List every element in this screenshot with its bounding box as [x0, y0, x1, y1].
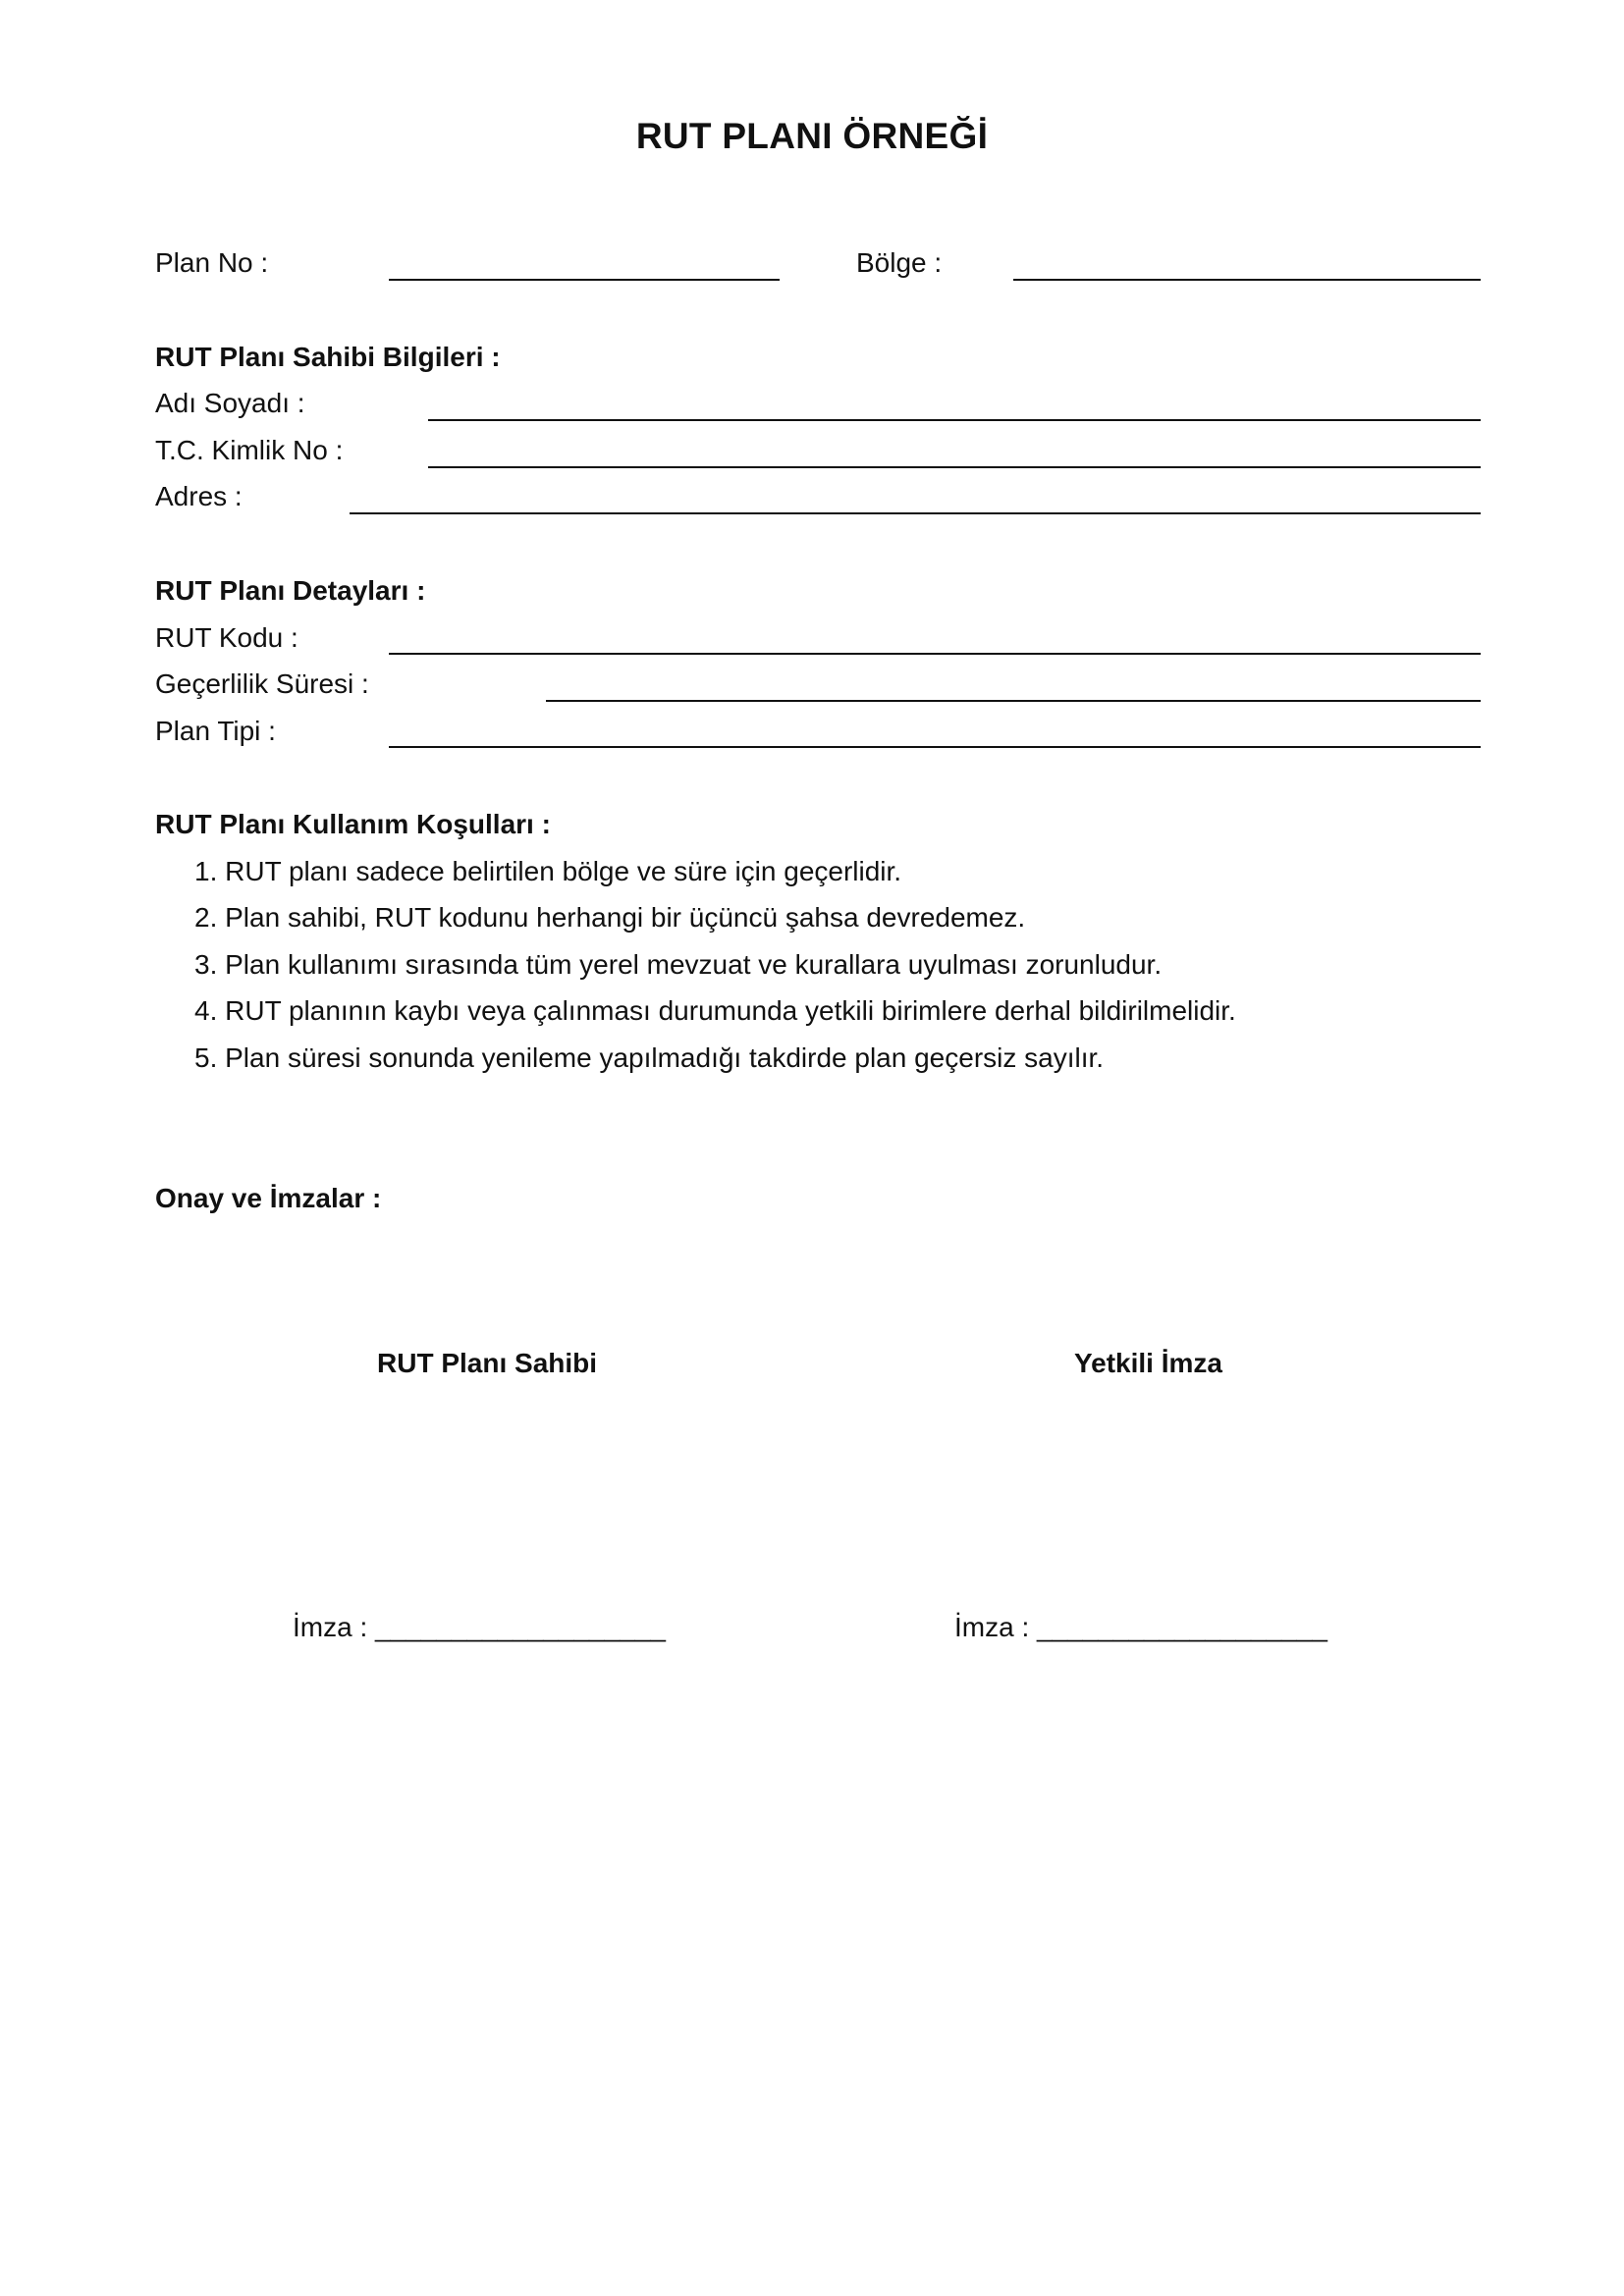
- condition-item: 4. RUT planının kaybı veya çalınması durumunda yetkili birimlere derhal bildirilmelidir.: [194, 995, 1236, 1026]
- address-field-line[interactable]: [350, 512, 1481, 514]
- validity-label: Geçerlilik Süresi :: [155, 668, 369, 699]
- authorized-signature-line[interactable]: İmza : ___________________: [954, 1612, 1327, 1642]
- signatures-heading: Onay ve İmzalar :: [155, 1183, 382, 1213]
- owner-section-heading: RUT Planı Sahibi Bilgileri :: [155, 342, 501, 372]
- type-label: Plan Tipi :: [155, 716, 276, 746]
- code-field-line[interactable]: [389, 653, 1481, 655]
- validity-field-line[interactable]: [546, 700, 1481, 702]
- address-label: Adres :: [155, 481, 243, 511]
- tc-field-line[interactable]: [428, 466, 1481, 468]
- condition-item: 3. Plan kullanımı sırasında tüm yerel mevzuat ve kurallara uyulması zorunludur.: [194, 949, 1163, 980]
- bolge-label: Bölge :: [856, 247, 943, 278]
- authorized-signature-title: Yetkili İmza: [1074, 1348, 1222, 1378]
- document-title: RUT PLANI ÖRNEĞİ: [635, 116, 989, 156]
- plan-no-label: Plan No :: [155, 247, 269, 278]
- condition-item: 1. RUT planı sadece belirtilen bölge ve süre için geçerlidir.: [194, 856, 902, 886]
- code-label: RUT Kodu :: [155, 622, 298, 653]
- name-label: Adı Soyadı :: [155, 388, 305, 418]
- name-field-line[interactable]: [428, 419, 1481, 421]
- tc-label: T.C. Kimlik No :: [155, 435, 344, 465]
- type-field-line[interactable]: [389, 746, 1481, 748]
- bolge-field-line[interactable]: [1013, 279, 1481, 281]
- details-section-heading: RUT Planı Detayları :: [155, 575, 426, 606]
- condition-item: 5. Plan süresi sonunda yenileme yapılmadığı takdirde plan geçersiz sayılır.: [194, 1042, 1105, 1073]
- owner-signature-line[interactable]: İmza : ___________________: [293, 1612, 666, 1642]
- condition-item: 2. Plan sahibi, RUT kodunu herhangi bir üçüncü şahsa devredemez.: [194, 902, 1026, 933]
- plan-no-field-line[interactable]: [389, 279, 780, 281]
- conditions-section-heading: RUT Planı Kullanım Koşulları :: [155, 809, 551, 839]
- owner-signature-title: RUT Planı Sahibi: [377, 1348, 598, 1378]
